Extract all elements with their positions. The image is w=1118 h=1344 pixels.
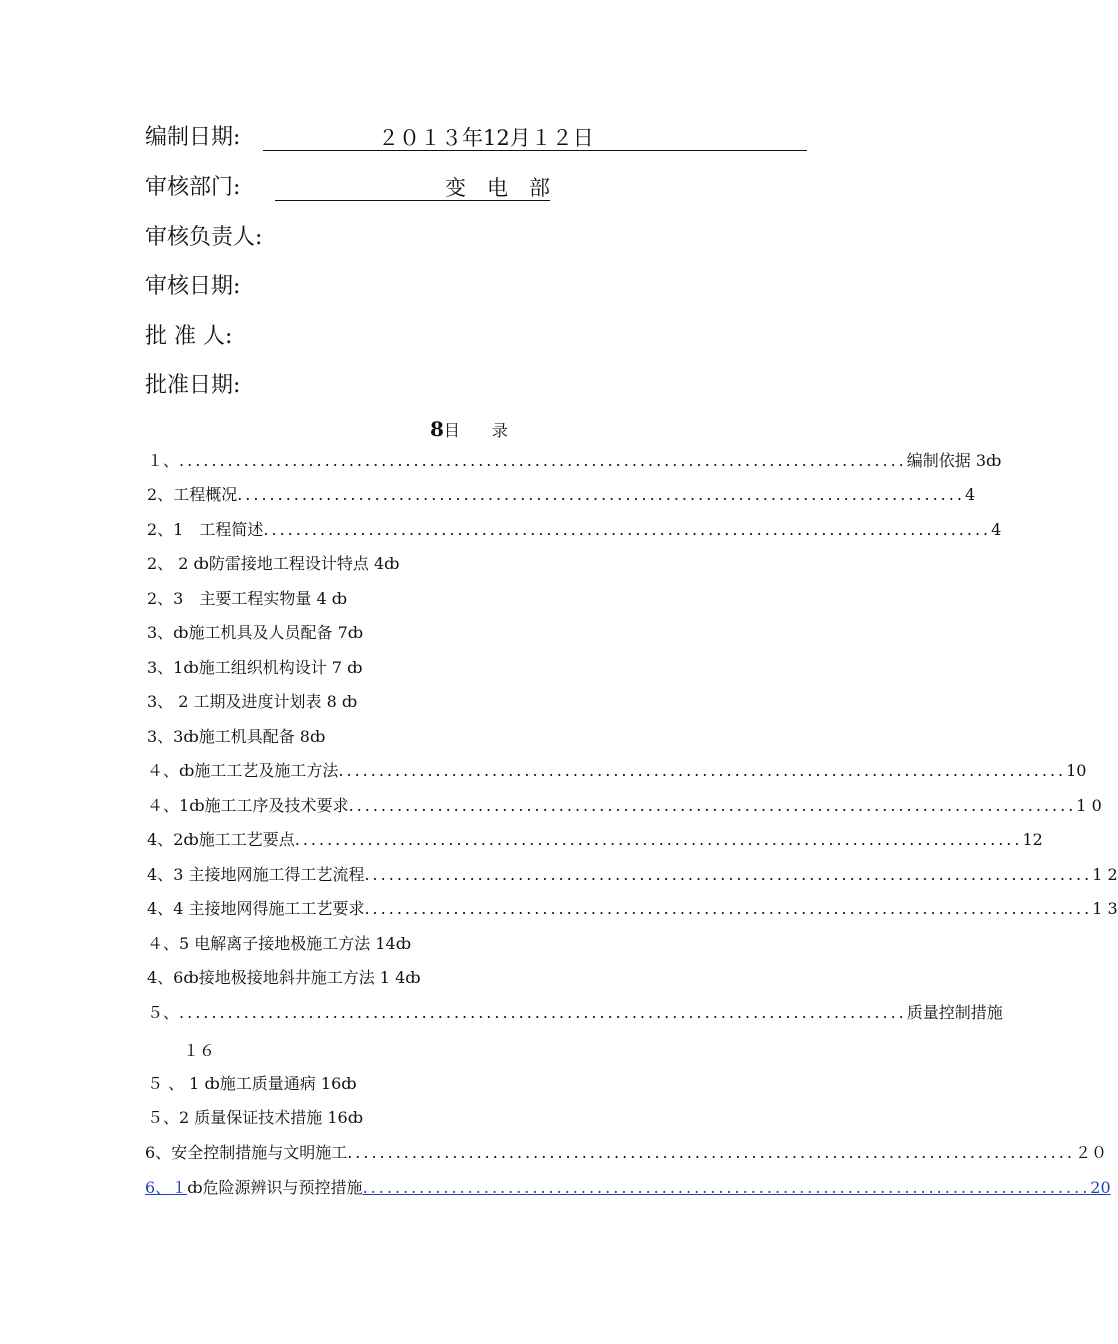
compile-date-value: ２０１３年12月１２日 — [263, 125, 807, 151]
toc-dots: .......................................................................................... — [348, 796, 1077, 815]
toc-entry-page: 1 2 — [1092, 865, 1118, 884]
toc-entry-label: 质量控制措施 — [906, 1003, 1003, 1022]
toc-entry-14[interactable] — [147, 898, 1118, 920]
toc-entry-number: 2、 — [147, 485, 174, 504]
toc-entry-number: １、 — [147, 451, 180, 470]
toc-dots: .......................................................................................... — [294, 830, 1023, 849]
toc-entry-number: 4、 — [147, 899, 174, 918]
toc-dots: .......................................................................................... — [179, 451, 907, 470]
toc-title — [430, 418, 508, 442]
toc-entry-label: 4 主接地网得施工工艺要求 — [173, 899, 365, 918]
toc-entry-label: 工程概况 — [173, 485, 238, 504]
toc-entry-15[interactable]: ４、5 电解离子接地极施工方法 14ȸ — [147, 934, 412, 953]
toc-entry-number: 6、１ — [145, 1178, 188, 1197]
approver-label: 批 准 人: — [145, 324, 233, 349]
toc-entry-page: 1 3 — [1092, 899, 1118, 918]
toc-entry-4[interactable]: 2、 2 ȸ防雷接地工程设计特点 4ȸ — [147, 554, 400, 573]
toc-entry-6[interactable]: 3、ȸ施工机具及人员配备 7ȸ — [147, 623, 364, 642]
toc-entry-tail: ȸ — [986, 451, 1002, 470]
toc-dots: .......................................................................................... — [263, 520, 992, 539]
toc-entry-label: 安全控制措施与文明施工 — [171, 1143, 348, 1162]
review-date-label: 审核日期: — [145, 274, 241, 299]
toc-entry-5[interactable]: 2、3 主要工程实物量 4 ȸ — [147, 589, 348, 608]
toc-entry-page: ２０ — [1074, 1143, 1107, 1162]
toc-entry-label: 工程简述 — [199, 520, 264, 539]
toc-entry-page: 4 — [964, 485, 976, 504]
review-date-row — [145, 274, 240, 300]
toc-entry-9[interactable]: 3、3ȸ施工机具配备 8ȸ — [147, 727, 326, 746]
toc-entry-17[interactable] — [147, 1002, 1003, 1024]
toc-entry-number: ４、 — [147, 796, 180, 815]
toc-entry-2[interactable] — [147, 484, 976, 506]
toc-entry-page: 20 — [1090, 1178, 1111, 1197]
toc-entry-12[interactable] — [147, 829, 1043, 851]
review-owner-row — [145, 225, 262, 251]
toc-entry-7[interactable]: 3、1ȸ施工组织机构设计 7 ȸ — [147, 658, 363, 677]
toc-dots: .......................................................................................... — [347, 1143, 1075, 1162]
toc-dots: .......................................................................................... — [179, 1003, 907, 1022]
toc-entry-3[interactable] — [147, 519, 1002, 541]
toc-entry-label: 编制依据 3 — [906, 451, 987, 470]
review-dept-row — [145, 175, 240, 201]
toc-entry-number: 4、 — [147, 865, 174, 884]
approve-date-label: 批准日期: — [145, 373, 241, 398]
toc-dots: .......................................................................................... — [338, 761, 1067, 780]
toc-dots: .......................................................................................... — [364, 865, 1093, 884]
toc-entry-label: 1ȸ施工工序及技术要求 — [179, 796, 349, 815]
toc-title-text: 目 录 — [443, 421, 508, 440]
toc-dots: .......................................................................................... — [237, 485, 965, 504]
toc-entry-13[interactable] — [147, 864, 1118, 886]
toc-entry-number: ４、 — [147, 761, 180, 780]
toc-entry-page: 1 0 — [1076, 796, 1102, 815]
toc-entry-number: 4、 — [147, 830, 174, 849]
toc-entry-21-link[interactable] — [145, 1177, 1111, 1199]
toc-entry-19[interactable]: ５、2 质量保证技术措施 16ȸ — [147, 1108, 364, 1127]
toc-entry-number: ５、 — [147, 1003, 180, 1022]
toc-dots: .......................................................................................... — [362, 1178, 1091, 1197]
review-dept-label: 审核部门: — [145, 175, 241, 200]
compile-date-label: 编制日期: — [145, 125, 241, 150]
toc-entry-20[interactable] — [145, 1142, 1107, 1164]
toc-entry-1[interactable] — [147, 450, 1002, 472]
toc-entry-8[interactable]: 3、 2 工期及进度计划表 8 ȸ — [147, 692, 358, 711]
toc-entry-number: 6、 — [145, 1143, 172, 1162]
approve-date-row — [145, 373, 240, 399]
review-dept-value: 变 电 部 — [275, 175, 550, 201]
toc-entry-page: 4 — [991, 520, 1002, 539]
toc-dots: .......................................................................................... — [364, 899, 1093, 918]
approver-row — [145, 324, 232, 350]
compile-date-row — [145, 125, 240, 151]
toc-entry-label: ȸ危险源辨识与预控措施 — [187, 1178, 363, 1197]
toc-entry-label: 3 主接地网施工得工艺流程 — [173, 865, 365, 884]
toc-entry-page: 10 — [1066, 761, 1087, 780]
toc-entry-16[interactable]: 4、6ȸ接地极接地斜井施工方法 1 4ȸ — [147, 968, 421, 987]
toc-entry-number: 2、1 — [147, 520, 200, 539]
toc-entry-18[interactable]: ５ 、 1 ȸ施工质量通病 16ȸ — [147, 1074, 357, 1093]
toc-entry-17-page: １６ — [183, 1041, 216, 1060]
toc-mark: 8 — [430, 417, 444, 441]
toc-entry-label: ȸ施工工艺及施工方法 — [179, 761, 339, 780]
review-owner-label: 审核负责人: — [145, 225, 263, 250]
toc-entry-page: 12 — [1022, 830, 1043, 849]
toc-entry-11[interactable] — [147, 795, 1102, 817]
toc-entry-10[interactable] — [147, 760, 1087, 782]
toc-entry-label: 2ȸ施工工艺要点 — [173, 830, 295, 849]
